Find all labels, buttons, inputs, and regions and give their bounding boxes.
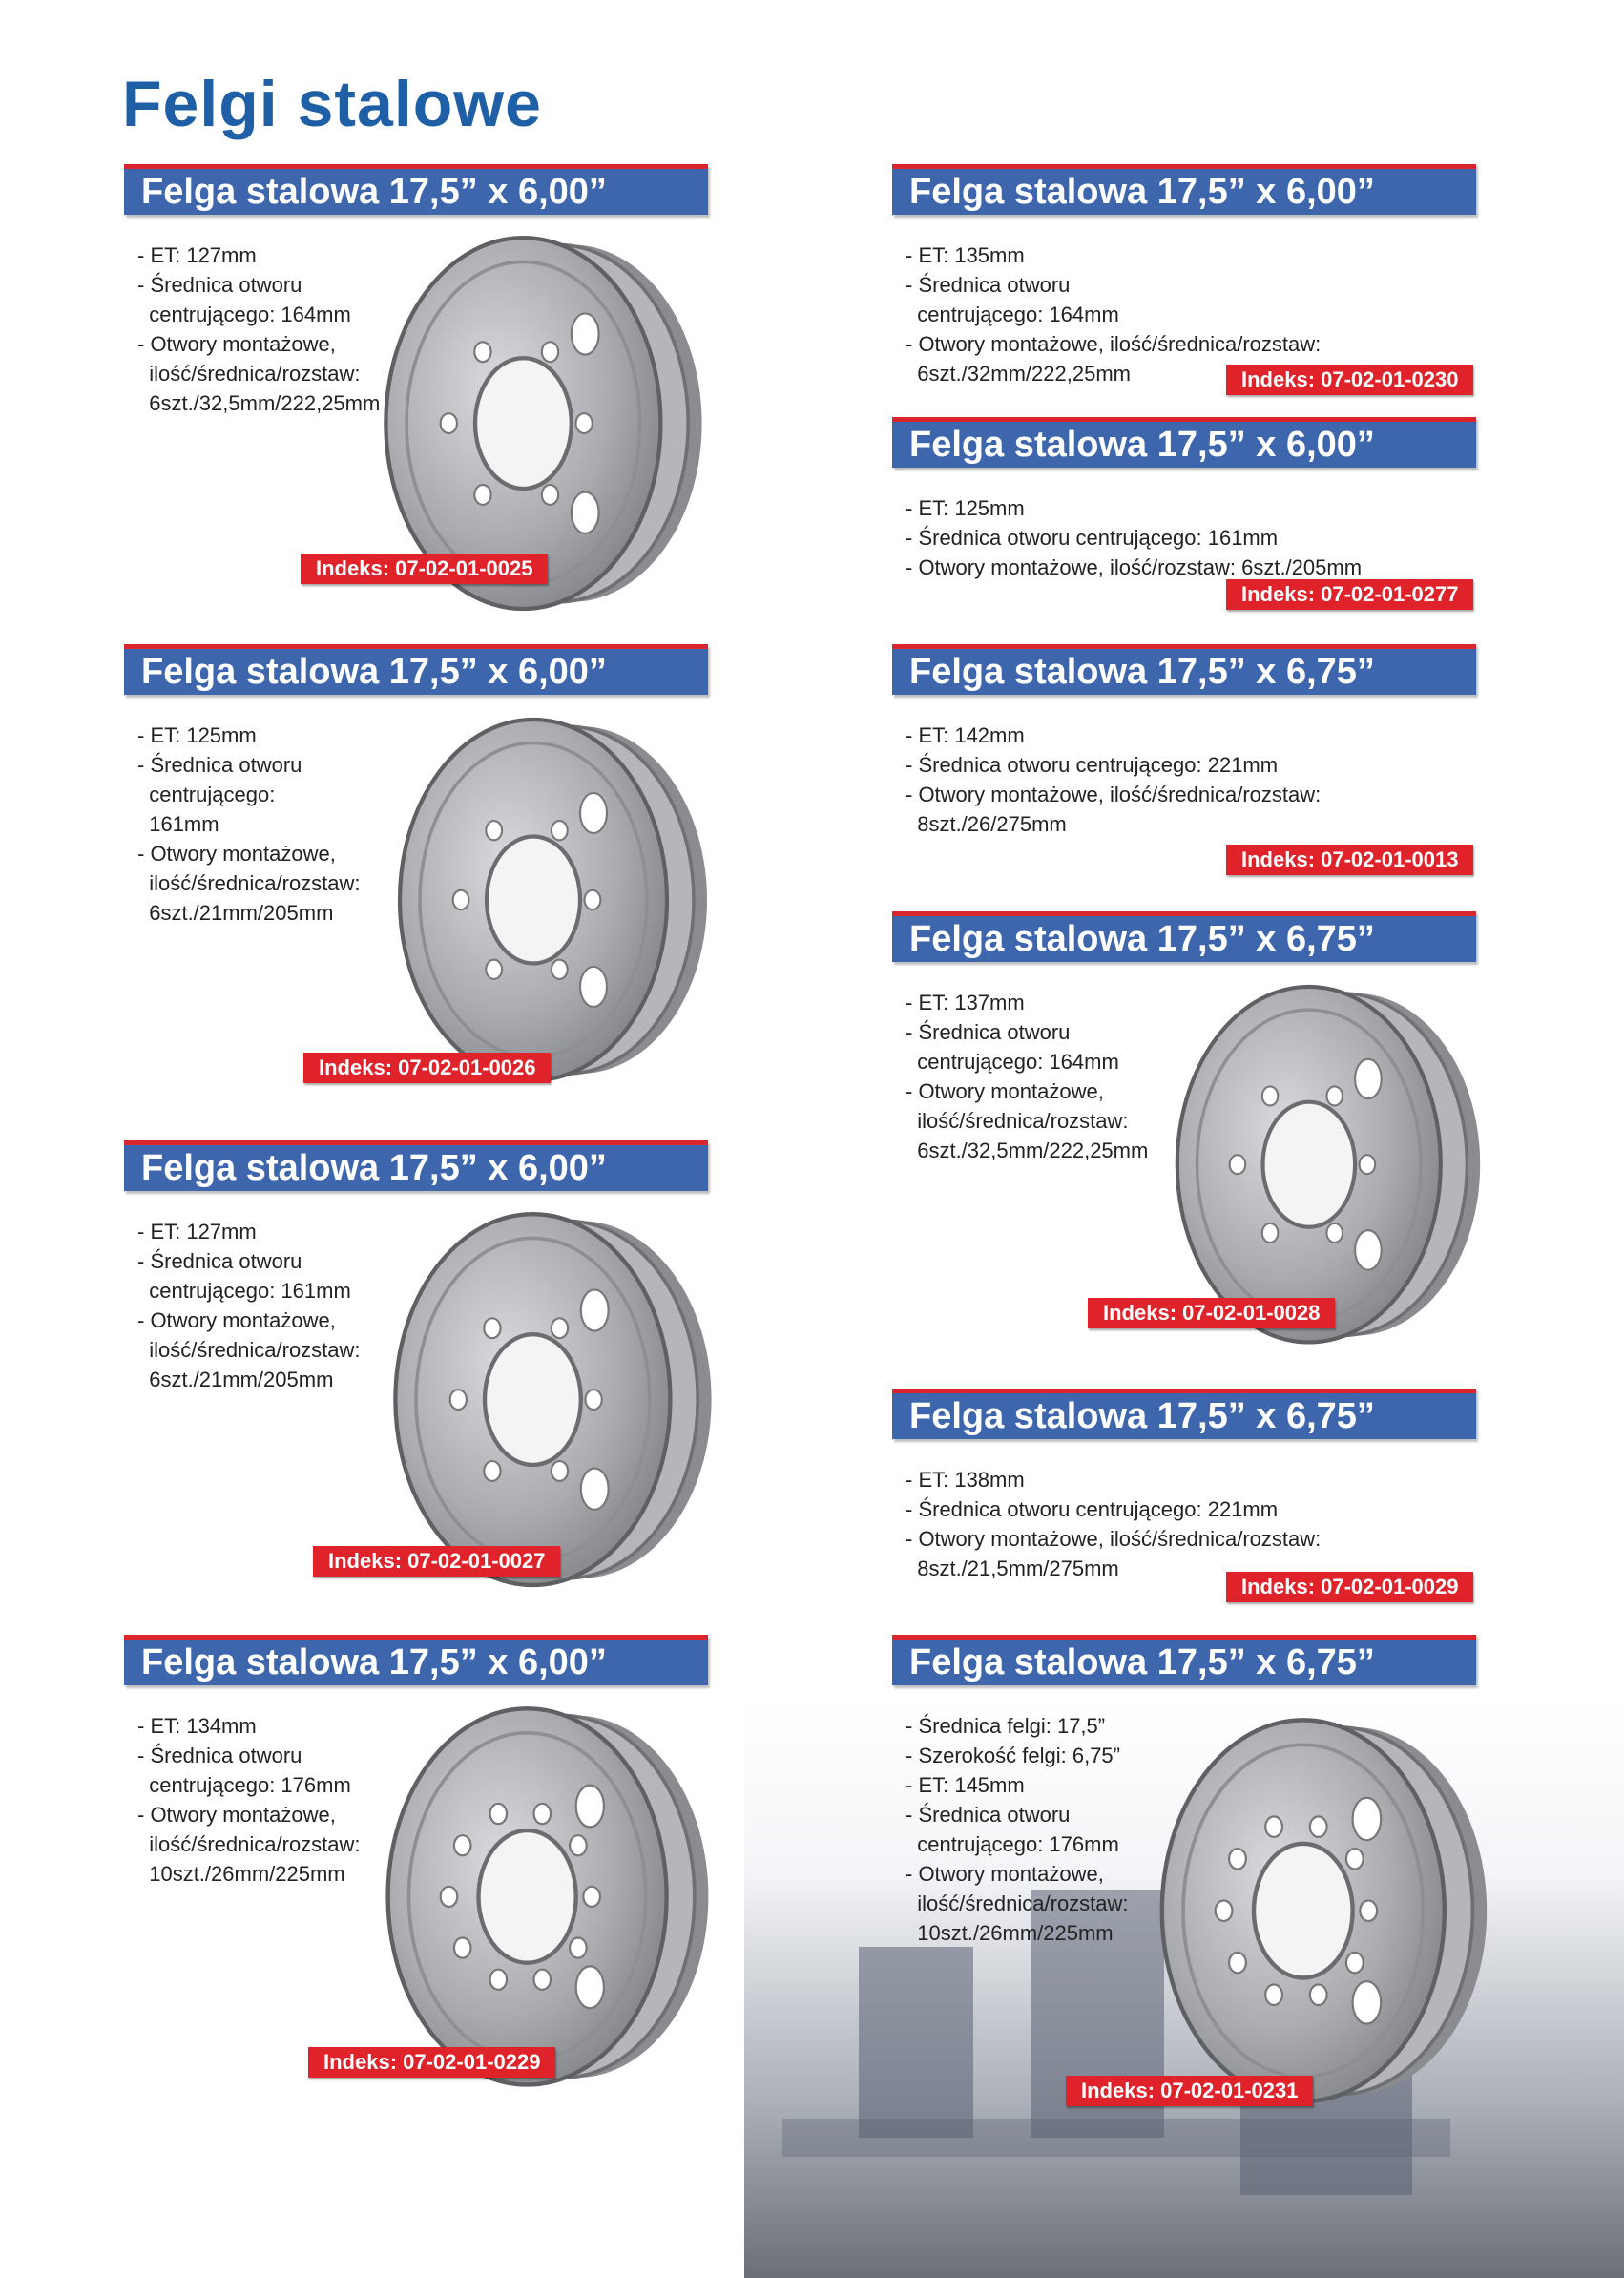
product-card: [892, 1389, 1493, 1608]
index-badge: Indeks: 07-02-01-0026: [303, 1053, 551, 1083]
product-heading: Felga stalowa 17,5” x 6,00”: [124, 644, 708, 695]
spec-line: - ET: 138mm: [906, 1468, 1025, 1492]
product-card: [892, 644, 1493, 883]
spec-line: 10szt./26mm/225mm: [137, 1862, 345, 1886]
spec-line: centrującego: 176mm: [906, 1832, 1119, 1856]
product-card: [892, 911, 1493, 1360]
index-badge: Indeks: 07-02-01-0277: [1226, 579, 1473, 610]
spec-line: ilość/średnica/rozstaw:: [137, 871, 361, 895]
spec-line: - Otwory montażowe,: [137, 332, 336, 356]
product-specs: [906, 988, 1148, 1165]
spec-line: - Średnica otworu centrującego: 221mm: [906, 753, 1279, 777]
steel-rim-image: [1148, 1713, 1501, 2108]
product-heading: Felga stalowa 17,5” x 6,75”: [892, 1389, 1476, 1439]
spec-line: - ET: 145mm: [906, 1773, 1025, 1797]
index-badge: Indeks: 07-02-01-0028: [1088, 1298, 1335, 1328]
spec-line: - Średnica otworu: [137, 1249, 302, 1273]
steel-rim-image: [374, 1702, 722, 2092]
spec-line: centrującego: 164mm: [906, 303, 1119, 326]
spec-line: centrującego:: [137, 783, 276, 806]
spec-line: - Otwory montażowe, ilość/średnica/rozstaw:: [906, 332, 1322, 356]
product-card: [124, 164, 725, 594]
product-card: [892, 164, 1493, 403]
product-specs: [906, 721, 1321, 839]
spec-line: - Otwory montażowe,: [906, 1079, 1104, 1103]
spec-line: - Otwory montażowe,: [906, 1862, 1104, 1886]
spec-line: 10szt./26mm/225mm: [906, 1921, 1114, 1945]
spec-line: centrującego: 176mm: [137, 1773, 351, 1797]
spec-line: - Średnica otworu: [906, 1020, 1071, 1044]
spec-line: - ET: 135mm: [906, 243, 1025, 267]
product-heading: Felga stalowa 17,5” x 6,75”: [892, 644, 1476, 695]
spec-line: 6szt./32mm/222,25mm: [906, 362, 1131, 386]
index-badge: Indeks: 07-02-01-0025: [301, 554, 548, 584]
spec-line: - Otwory montażowe, ilość/rozstaw: 6szt./205mm: [906, 555, 1363, 579]
spec-line: - Średnica otworu: [906, 1803, 1071, 1827]
spec-line: - ET: 137mm: [906, 991, 1025, 1014]
page-title: Felgi stalowe: [122, 68, 542, 140]
index-badge: Indeks: 07-02-01-0027: [313, 1546, 560, 1577]
spec-line: ilość/średnica/rozstaw:: [906, 1891, 1129, 1915]
index-badge: Indeks: 07-02-01-0230: [1226, 365, 1473, 395]
spec-line: 6szt./32,5mm/222,25mm: [137, 391, 381, 415]
spec-line: - ET: 127mm: [137, 1220, 257, 1243]
spec-line: 6szt./21mm/205mm: [137, 1368, 334, 1391]
spec-line: 161mm: [137, 812, 219, 836]
spec-line: - ET: 125mm: [137, 723, 257, 747]
steel-rim-image: [382, 1207, 725, 1592]
product-heading: Felga stalowa 17,5” x 6,00”: [892, 417, 1476, 468]
product-specs: [906, 1465, 1321, 1583]
spec-line: ilość/średnica/rozstaw:: [137, 362, 361, 386]
spec-line: - Średnica otworu centrującego: 161mm: [906, 526, 1279, 550]
spec-line: - Otwory montażowe, ilość/średnica/rozstaw:: [906, 783, 1322, 806]
spec-line: 6szt./32,5mm/222,25mm: [906, 1139, 1149, 1162]
product-heading: Felga stalowa 17,5” x 6,00”: [892, 164, 1476, 215]
spec-line: - ET: 134mm: [137, 1714, 257, 1738]
spec-line: - Otwory montażowe,: [137, 1308, 336, 1332]
spec-line: - Średnica otworu: [137, 1744, 302, 1767]
product-card: [124, 1635, 725, 2102]
index-badge: Indeks: 07-02-01-0013: [1226, 845, 1473, 875]
spec-line: - Szerokość felgi: 6,75”: [906, 1744, 1120, 1767]
product-specs: [137, 1217, 361, 1394]
product-heading: Felga stalowa 17,5” x 6,00”: [124, 164, 708, 215]
spec-line: ilość/średnica/rozstaw:: [137, 1338, 361, 1362]
index-badge: Indeks: 07-02-01-0231: [1066, 2076, 1313, 2106]
product-specs: [906, 493, 1362, 582]
spec-line: - Średnica otworu centrującego: 221mm: [906, 1497, 1279, 1521]
spec-line: ilość/średnica/rozstaw:: [906, 1109, 1129, 1133]
product-specs: [906, 1711, 1129, 1948]
index-badge: Indeks: 07-02-01-0029: [1226, 1572, 1473, 1602]
product-heading: Felga stalowa 17,5” x 6,00”: [124, 1635, 708, 1685]
index-badge: Indeks: 07-02-01-0229: [308, 2047, 555, 2078]
product-specs: [137, 721, 361, 928]
spec-line: centrującego: 161mm: [137, 1279, 351, 1303]
product-heading: Felga stalowa 17,5” x 6,00”: [124, 1140, 708, 1191]
spec-line: ilość/średnica/rozstaw:: [137, 1832, 361, 1856]
spec-line: - ET: 142mm: [906, 723, 1025, 747]
steel-rim-image: [1164, 980, 1493, 1348]
steel-rim-image: [386, 713, 720, 1087]
product-heading: Felga stalowa 17,5” x 6,75”: [892, 1635, 1476, 1685]
spec-line: - Otwory montażowe,: [137, 1803, 336, 1827]
spec-line: centrującego: 164mm: [137, 303, 351, 326]
product-specs: [137, 240, 380, 418]
spec-line: 6szt./21mm/205mm: [137, 901, 334, 925]
product-heading: Felga stalowa 17,5” x 6,75”: [892, 911, 1476, 962]
spec-line: - Średnica otworu: [137, 273, 302, 297]
spec-line: - ET: 127mm: [137, 243, 257, 267]
spec-line: - Otwory montażowe,: [137, 842, 336, 866]
product-specs: [137, 1711, 361, 1889]
product-card: [892, 1635, 1541, 2112]
spec-line: centrującego: 164mm: [906, 1050, 1119, 1074]
spec-line: 8szt./26/275mm: [906, 812, 1067, 836]
product-card: [124, 1140, 725, 1599]
product-card: [892, 417, 1493, 617]
spec-line: - Średnica felgi: 17,5”: [906, 1714, 1106, 1738]
spec-line: - ET: 125mm: [906, 496, 1025, 520]
spec-line: - Średnica otworu: [906, 273, 1071, 297]
spec-line: 8szt./21,5mm/275mm: [906, 1557, 1119, 1580]
spec-line: - Otwory montażowe, ilość/średnica/rozstaw:: [906, 1527, 1322, 1551]
spec-line: - Średnica otworu: [137, 753, 302, 777]
product-card: [124, 644, 725, 1093]
